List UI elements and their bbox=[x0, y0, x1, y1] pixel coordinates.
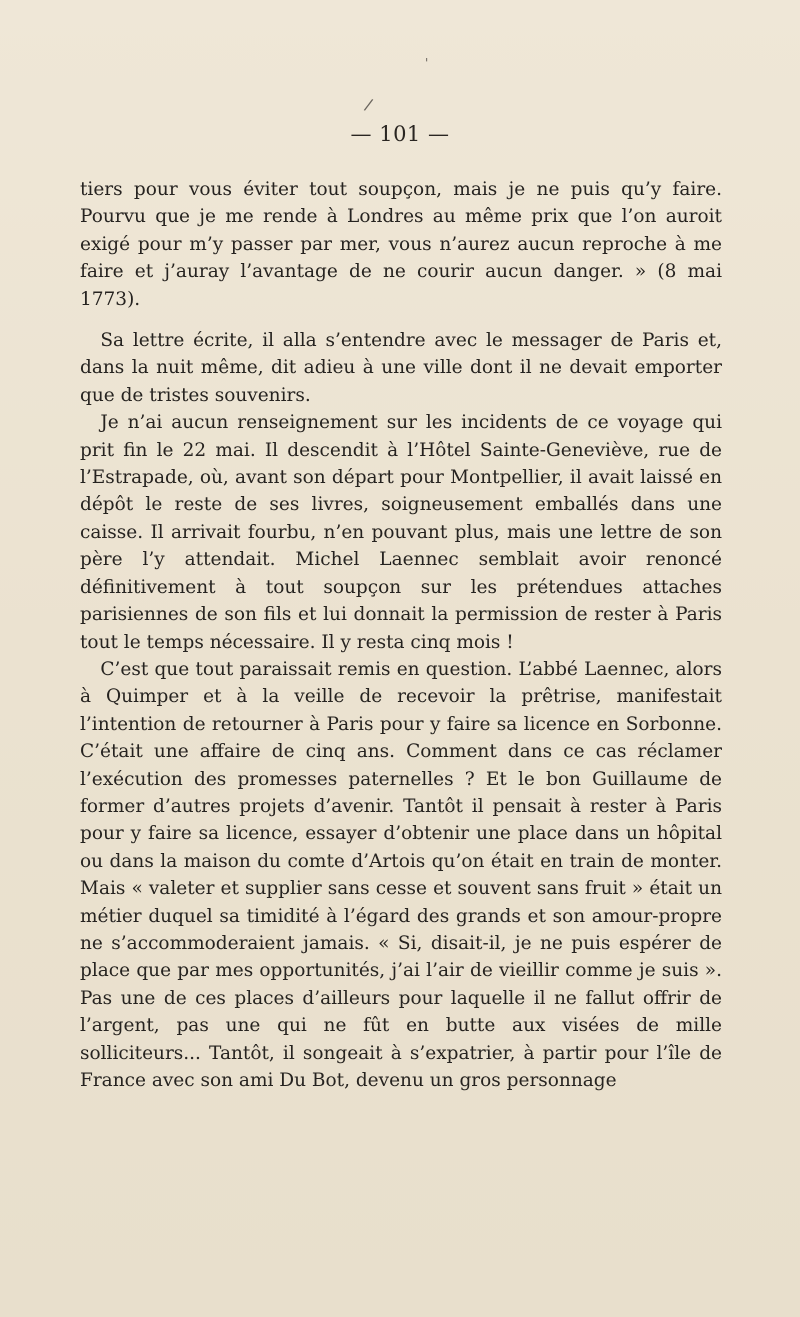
page-number: — 101 — bbox=[350, 122, 450, 146]
paragraph-2: Sa lettre écrite, il alla s’entendre avec le messager de Paris et, dans la nuit même, dit adieu à une ville dont il ne devait emporter que de tristes souvenirs. bbox=[80, 330, 722, 406]
paragraph-1: tiers pour vous éviter tout soupçon, mais je ne puis qu’y faire. Pourvu que je me rende à Londres au même prix que l’on auroit exigé pour m’y passer par mer, vous n’aurez aucun reproche à me faire et j’auray l’avantage de ne courir aucun danger. » (8 mai 1773). bbox=[80, 179, 722, 310]
body-text bbox=[80, 176, 722, 1094]
pencil-stroke-mark: / bbox=[362, 94, 375, 115]
ink-speck-mark: ' bbox=[425, 56, 429, 70]
paragraph-4: C’est que tout paraissait remis en question. L’abbé Laennec, alors à Quimper et à la veille de recevoir la prêtrise, manifestait l’intention de retourner à Paris pour y faire sa licence en Sorbonne. C’était une affaire de cinq ans. Comment dans ce cas réclamer l’exécution des promesses paternelles ? Et le bon Guillaume de former d’autres projets d’avenir. Tantôt il pensait à rester à Paris pour y faire sa licence, essayer d’obtenir une place dans un hôpital ou dans la maison du comte d’Artois qu’on était en train de monter. Mais « valeter et supplier sans cesse et souvent sans fruit » était un métier duquel sa timidité à l’égard des grands et son amour-propre ne s’accommoderaient jamais. « Si, disait-il, je ne puis espérer de place que par mes opportunités, j’ai l’air de vieillir comme je suis ». Pas une de ces places d’ailleurs pour laquelle il ne fallut offrir de l’argent, pas une qui ne fût en butte aux visées de mille solliciteurs... Tantôt, il songeait à s’expatrier, à partir pour l’île de France avec son ami Du Bot, devenu un gros personnage bbox=[80, 658, 722, 1091]
paragraph-3: Je n’ai aucun renseignement sur les incidents de ce voyage qui prit fin le 22 mai. Il descendit à l’Hôtel Sainte-Geneviève, rue de l’Estrapade, où, avant son départ pour Montpellier, il avait laissé en dépôt le reste de ses livres, soigneusement emballés dans une caisse. Il arrivait fourbu, n’en pouvant plus, mais une lettre de son père l’y attendait. Michel Laennec semblait avoir renoncé définitivement à tout soupçon sur les prétendues attaches parisiennes de son fils et lui donnait la permission de rester à Paris tout le temps nécessaire. Il y resta cinq mois ! bbox=[80, 412, 722, 653]
